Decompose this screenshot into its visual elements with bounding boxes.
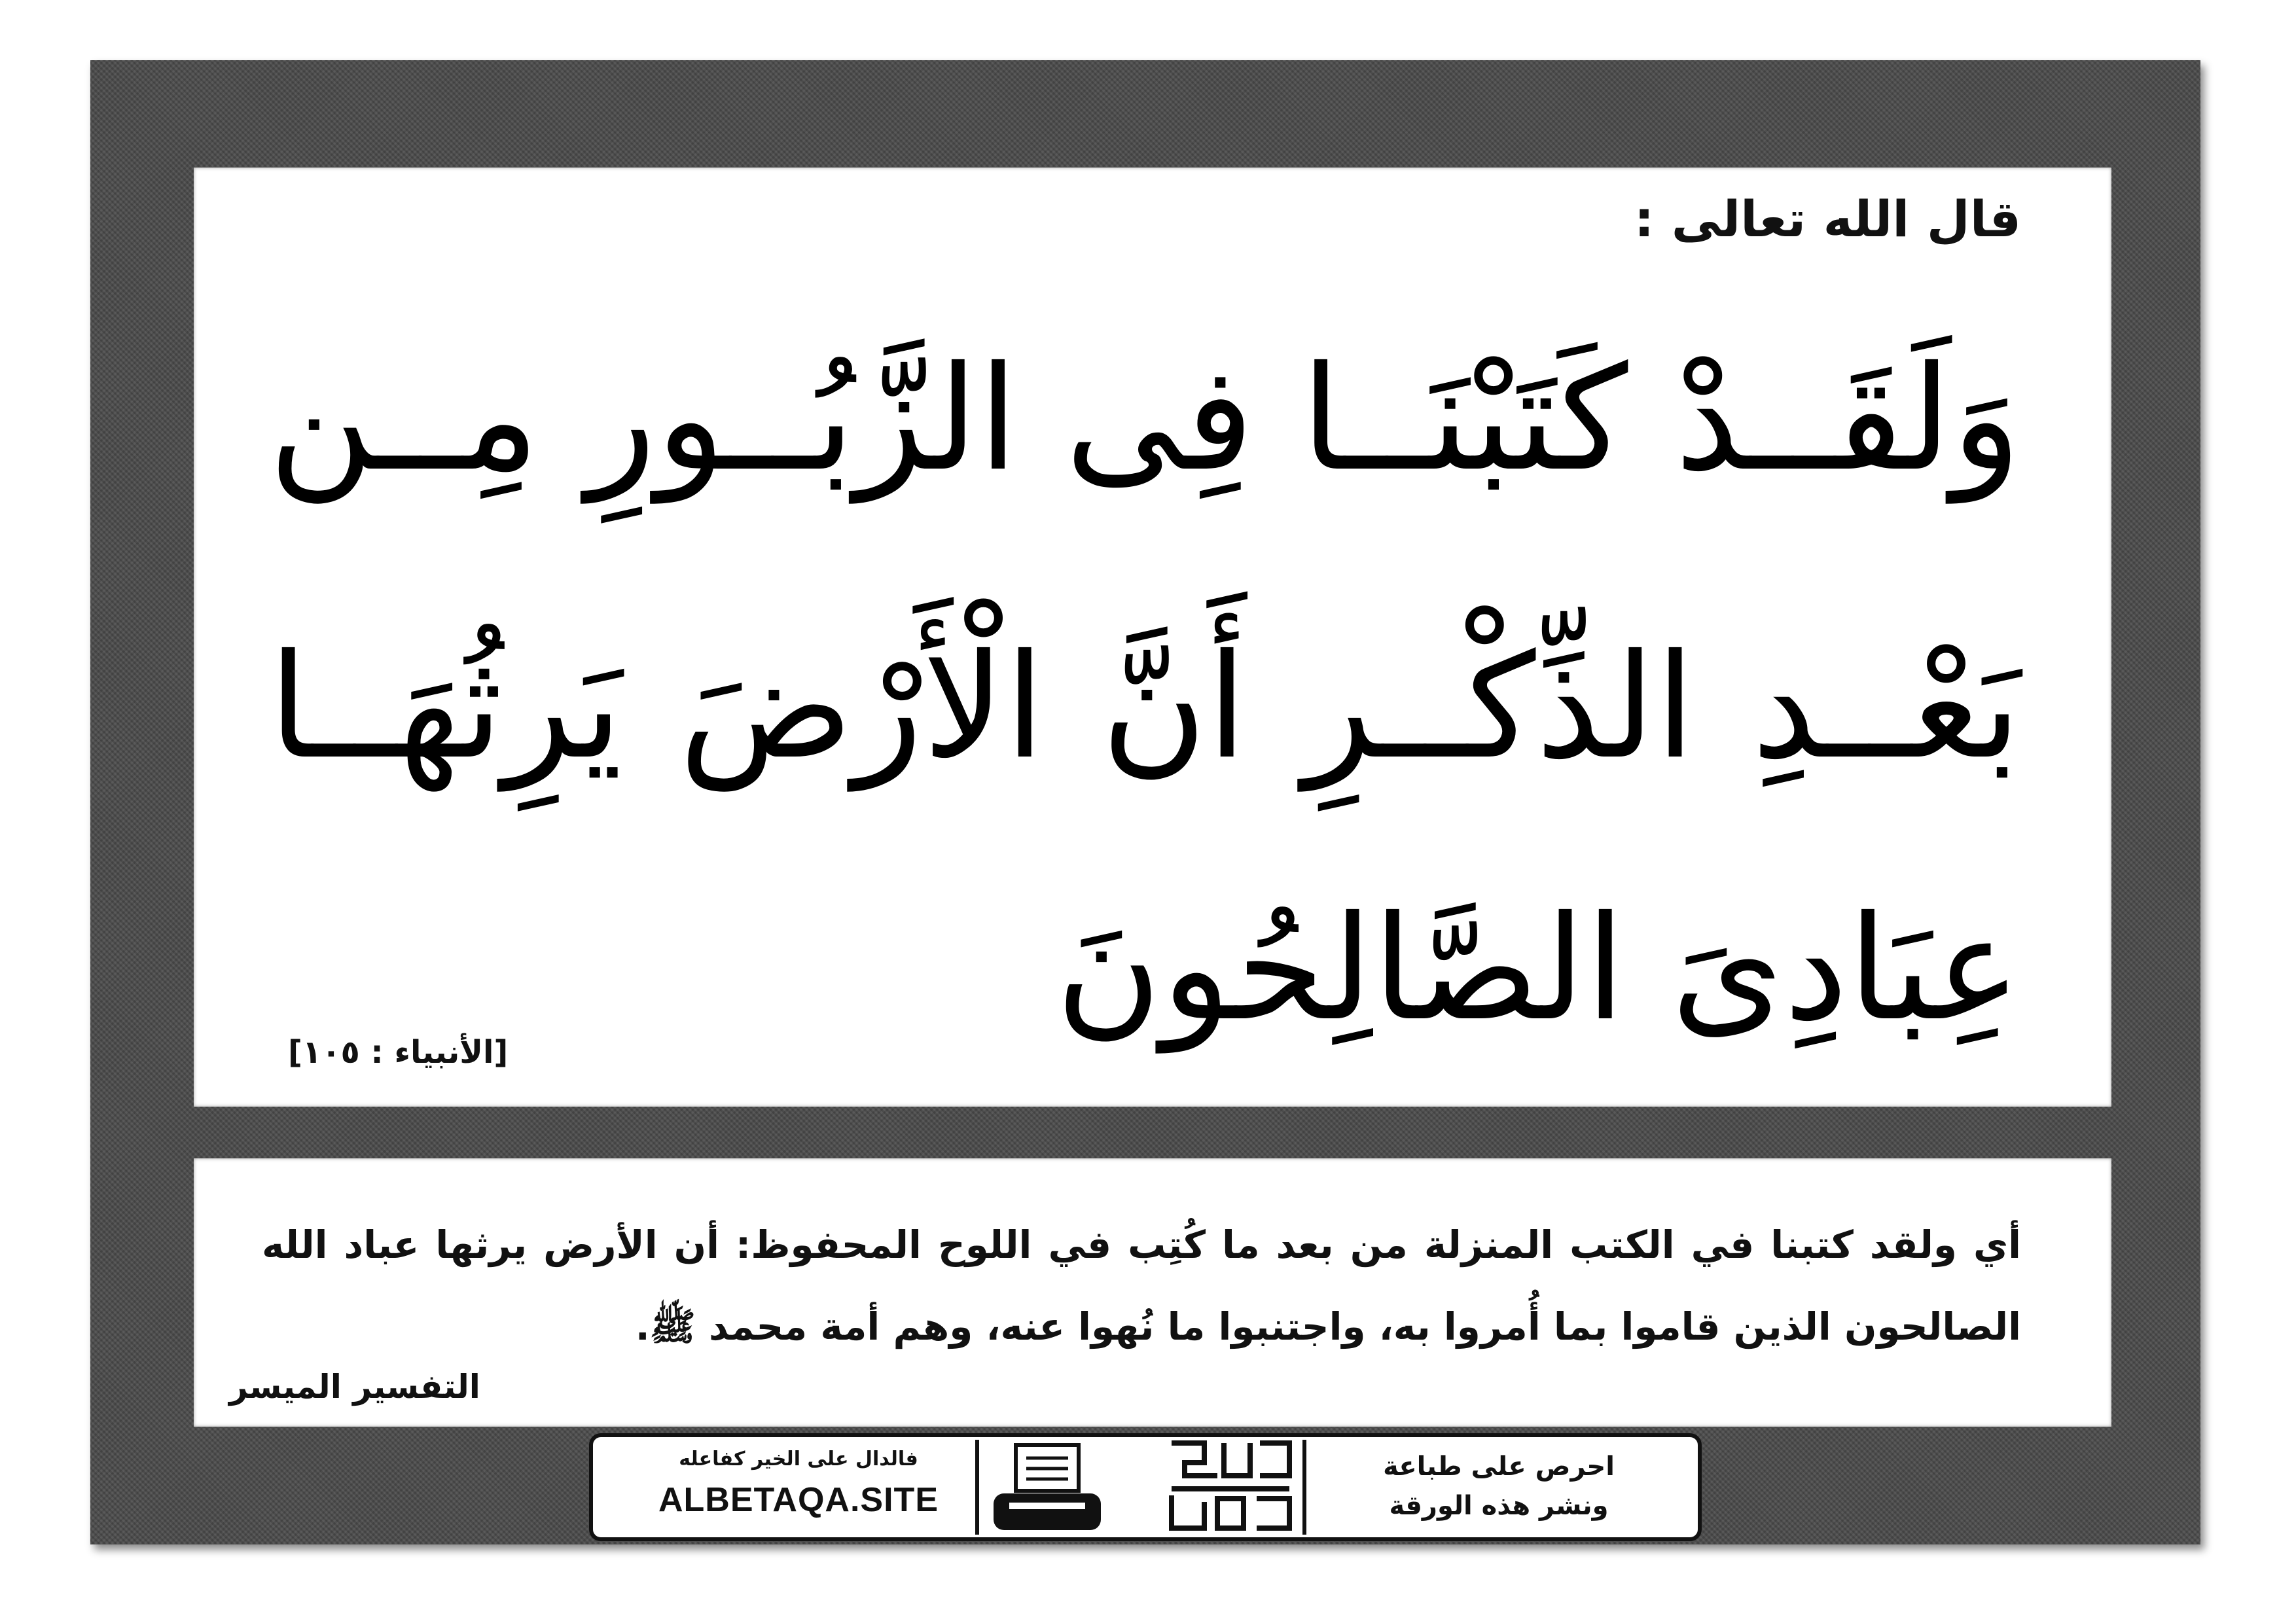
verse-word: الذِّكْــرِ xyxy=(1303,623,1696,791)
verse-word: كَتَبْنَــا xyxy=(1300,335,1628,503)
verse-intro: قال الله تعالى : xyxy=(1634,190,2021,248)
footer-motto: فالدال على الخير كفاعله xyxy=(679,1448,918,1471)
verse-line-2 xyxy=(268,609,2021,805)
verse-line-1 xyxy=(268,321,2021,517)
printer-icon xyxy=(988,1440,1106,1535)
verse-word: الْأَرْضَ xyxy=(679,623,1045,791)
site-link[interactable]: ALBETAQA.SITE xyxy=(658,1481,939,1519)
verse-word: بَعْــدِ xyxy=(1751,623,2021,791)
verse-word: الزَّبُــورِ xyxy=(586,335,1018,503)
logo-icon xyxy=(1165,1436,1296,1535)
footer-print-line-1: احرص على طباعة xyxy=(1383,1452,1615,1482)
verse-word: أَنَّ xyxy=(1101,623,1247,791)
verse-line-3: عِبَادِىَ الصَّالِحُونَ xyxy=(1055,885,2021,1052)
verse-word: وَلَقَــدْ xyxy=(1675,335,2021,503)
verse-word: مِــن xyxy=(268,335,540,503)
verse-word: فِى xyxy=(1065,335,1254,503)
verse-word: يَرِثُهَــا xyxy=(268,623,623,791)
tafsir-source: التفسير الميسر xyxy=(229,1368,480,1406)
footer-divider xyxy=(1302,1440,1306,1535)
footer-divider xyxy=(975,1440,979,1535)
verse-reference: [الأنبياء : ١٠٥] xyxy=(288,1034,509,1071)
footer-print-line-2: ونشر هذه الورقة xyxy=(1389,1491,1609,1521)
tafsir-text: أي ولقد كتبنا في الكتب المنزلة من بعد ما كُتِب في اللوح المحفوظ: أن الأرض يرثها عباد الله الصالحون الذين قاموا بما أُمروا به، واجتنبوا ما نُهوا عنه، وهم أمة محمد ﷺ. xyxy=(262,1222,2021,1349)
